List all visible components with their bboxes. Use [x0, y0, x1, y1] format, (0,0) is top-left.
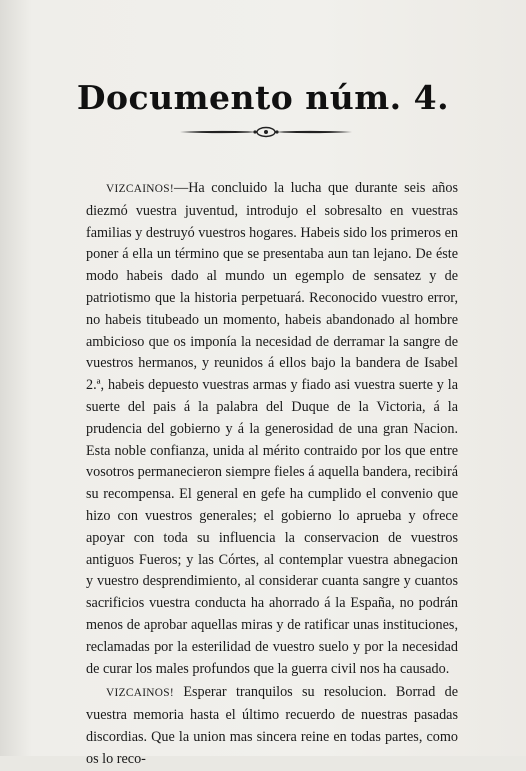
paragraph-2-text: Esperar tranquilos su resolucion. Borrad de vuestra memoria hasta el último recuerdo de nuestras pasadas discordias. Que la union mas sincera reine en todas partes, como os lo reco-	[86, 684, 458, 767]
paragraph-1-lead: VIZCAINOS!	[106, 183, 174, 195]
paragraph-2	[86, 682, 458, 770]
paragraph-2-lead: VIZCAINOS!	[106, 687, 174, 700]
document-title: Documento núm. 4.	[76, 78, 450, 117]
title-ornament-divider	[178, 124, 354, 140]
paragraph-1	[86, 178, 458, 680]
paragraph-1-text: —Ha concluido la lucha que durante seis años diezmó vuestra juventud, introdujo el sobresalto en vuestras familias y destruyó vuestros hogares. Habeis sido los primeros en poner á ella un término que se presentaba aun tan lejano. De éste modo habeis dado al mundo un egemplo de sensatez y de patriotismo que la historia perpetuará. Reconocido vuestro error, no habeis titubeado un momento, habeis abandonado al hombre ambicioso que os imponía la necesidad de derramar la sangre de vuestros hermanos, y reunidos á ellos bajo la bandera de Isabel 2.ª, habeis depuesto vuestras armas y fiado asi vuestra suerte y la suerte del pais á la palabra del Duque de la Victoria, á la prudencia del gobierno y á la generosidad de una gran Nacion. Esta noble confianza, unida al mérito contraido por los que entre vosotros permanecieron siempre fieles á aquella bandera, recibirá su recompensa. El general en gefe ha cumplido el convenio que hizo con vuestros generales; el gobierno lo aprueba y ofrece apoyar con toda su influencia la conservacion de vuestros antiguos Fueros; y las Córtes, al contemplar vuestra abnegacion y vuestro desprendimiento, al considerar cuanta sangre y cuantos sacrificios vuestra conducta ha ahorrado á la España, no podrán menos de aprobar aquellas miras y de ratificar unas instituciones, reclamadas por la esterilidad de vuestro suelo y por la necesidad de curar los males profundos que la guerra civil nos ha causado.	[86, 180, 458, 677]
document-body	[86, 178, 458, 771]
